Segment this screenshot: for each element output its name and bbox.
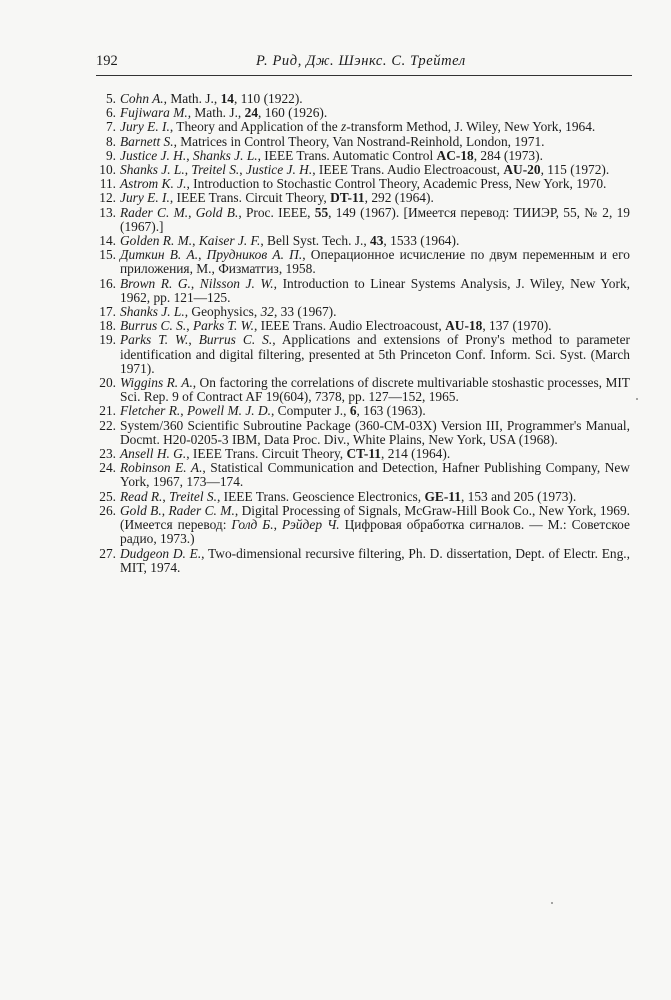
reference-item bbox=[96, 206, 630, 234]
reference-item bbox=[96, 149, 630, 163]
reference-author: Shanks J. L. bbox=[192, 147, 258, 163]
reference-volume: 6 bbox=[349, 403, 357, 419]
reference-item bbox=[96, 404, 630, 418]
reference-item bbox=[96, 419, 630, 447]
reference-text: , 163 (1963). bbox=[356, 403, 426, 419]
reference-volume: 55 bbox=[314, 204, 329, 220]
reference-author: Treitel S. bbox=[191, 162, 240, 178]
reference-text: , bbox=[186, 318, 193, 334]
reference-author: Nilsson J. W. bbox=[199, 275, 274, 291]
reference-number: 19. bbox=[99, 332, 116, 348]
reference-item bbox=[96, 490, 630, 504]
reference-number: 26. bbox=[99, 502, 116, 518]
reference-number: 27. bbox=[99, 545, 116, 561]
reference-item bbox=[96, 135, 630, 149]
reference-author: Rader C. M. bbox=[120, 204, 189, 220]
reference-list bbox=[96, 92, 630, 575]
reference-text: , IEEE Trans. Circuit Theory, bbox=[186, 446, 347, 462]
reference-item bbox=[96, 277, 630, 305]
scan-speck bbox=[636, 398, 638, 400]
reference-author: z bbox=[341, 119, 347, 135]
reference-author: Robinson E. A. bbox=[120, 460, 203, 476]
page-number: 192 bbox=[96, 53, 118, 69]
reference-text: , bbox=[239, 162, 246, 178]
reference-text: , 160 (1926). bbox=[258, 105, 328, 121]
reference-number: 14. bbox=[99, 233, 116, 249]
reference-text: , Computer J., bbox=[270, 403, 350, 419]
reference-text: , 115 (1972). bbox=[540, 162, 610, 178]
reference-text: System/360 Scientific Subroutine Package (360-CM-03X) Version III, Programmer's Manual, Docmt. H20-0205-3 IBM, Data Proc. Div., White Plains, New York, USA (1968). bbox=[120, 417, 630, 447]
running-title: Р. Рид, Дж. Шэнкс. С. Трейтел bbox=[256, 53, 466, 69]
header-rule bbox=[96, 75, 632, 76]
reference-author: Golden R. M. bbox=[120, 233, 193, 249]
reference-text: , 149 (1967). [Имеется перевод: ТИИЭР, 55, № 2, 19 (1967).] bbox=[120, 204, 630, 234]
reference-text: , IEEE Trans. Automatic Control bbox=[257, 147, 437, 163]
reference-author: Диткин В. А. bbox=[120, 247, 199, 263]
reference-text: , 292 (1964). bbox=[364, 190, 434, 206]
reference-text: , IEEE Trans. Audio Electroacoust, bbox=[253, 318, 446, 334]
scan-speck bbox=[551, 902, 553, 904]
reference-number: 18. bbox=[99, 318, 116, 334]
reference-text: , Applications and extensions of Prony's method to parameter identification and digital filtering, presented at 5th Princeton Conf. Inform. Sci. Syst. (March 1971). bbox=[120, 332, 631, 376]
reference-volume: 14 bbox=[220, 91, 234, 106]
reference-number: 20. bbox=[99, 375, 116, 391]
reference-item bbox=[96, 305, 630, 319]
reference-author: Jury E. I. bbox=[120, 190, 170, 206]
reference-author: Shanks J. L. bbox=[120, 162, 185, 178]
reference-author: Shanks J. L. bbox=[120, 304, 185, 320]
reference-text: , IEEE Trans. Audio Electroacoust, bbox=[312, 162, 504, 178]
reference-number: 5. bbox=[105, 91, 116, 106]
reference-item bbox=[96, 191, 630, 205]
reference-text: , bbox=[161, 502, 169, 518]
reference-number: 9. bbox=[105, 147, 116, 163]
reference-text: , IEEE Trans. Geoscience Electronics, bbox=[216, 488, 425, 504]
reference-text: , Math. J., bbox=[187, 105, 245, 121]
reference-number: 24. bbox=[99, 460, 116, 476]
reference-text: , bbox=[188, 204, 196, 220]
reference-text: , Math. J., bbox=[163, 91, 221, 106]
reference-author: Burrus C. S. bbox=[198, 332, 273, 348]
reference-text: , Introduction to Stochastic Control Theory, Academic Press, New York, 1970. bbox=[186, 176, 607, 192]
reference-volume: GE-11 bbox=[424, 488, 461, 504]
reference-text: -transform Method, J. Wiley, New York, 1964. bbox=[346, 119, 596, 135]
reference-text: , Two-dimensional recursive filtering, Ph. D. dissertation, Dept. of Electr. Eng., MIT, 1974. bbox=[120, 545, 630, 575]
reference-volume: CT-11 bbox=[346, 446, 381, 462]
reference-item bbox=[96, 120, 630, 134]
reference-text: , bbox=[186, 147, 193, 163]
reference-text: , bbox=[188, 332, 199, 348]
reference-volume: 43 bbox=[370, 233, 384, 249]
reference-item bbox=[96, 92, 630, 106]
reference-text: , bbox=[273, 517, 282, 533]
reference-text: , Statistical Communication and Detection, Hafner Publishing Company, New York, 1967, 173—174. bbox=[120, 460, 630, 490]
reference-item bbox=[96, 177, 630, 191]
reference-author: Parks T. W. bbox=[192, 318, 254, 334]
reference-number: 17. bbox=[99, 304, 116, 320]
reference-number: 12. bbox=[99, 190, 116, 206]
reference-volume: AC-18 bbox=[436, 147, 474, 163]
reference-item bbox=[96, 333, 630, 376]
reference-author: Parks T. W. bbox=[120, 332, 189, 348]
reference-volume: 24 bbox=[244, 105, 259, 121]
reference-text: , Операционное исчисление по двум переменным и его приложения, М., Физматгиз, 1958. bbox=[120, 247, 630, 277]
reference-item bbox=[96, 234, 630, 248]
reference-number: 15. bbox=[99, 247, 116, 263]
reference-author: Fletcher R. bbox=[120, 403, 181, 419]
reference-author: 32 bbox=[260, 304, 274, 320]
reference-author: Gold B. bbox=[195, 204, 239, 220]
reference-volume: AU-18 bbox=[445, 318, 483, 334]
reference-text: , 284 (1973). bbox=[473, 147, 543, 163]
reference-item bbox=[96, 319, 630, 333]
reference-author: Burrus C. S. bbox=[120, 318, 187, 334]
reference-number: 22. bbox=[99, 417, 116, 433]
reference-text: , bbox=[190, 275, 200, 291]
reference-volume: AU-20 bbox=[503, 162, 541, 178]
reference-item bbox=[96, 461, 630, 489]
reference-item bbox=[96, 447, 630, 461]
reference-item bbox=[96, 376, 630, 404]
reference-author: Powell M. J. D. bbox=[186, 403, 271, 419]
reference-author: Dudgeon D. E. bbox=[120, 545, 202, 561]
reference-author: Justice J. H. bbox=[246, 162, 313, 178]
reference-text: , 33 (1967). bbox=[273, 304, 337, 320]
reference-number: 13. bbox=[99, 204, 116, 220]
reference-author: Brown R. G. bbox=[120, 275, 191, 291]
reference-author: Rader C. M. bbox=[168, 502, 235, 518]
reference-text: , bbox=[180, 403, 187, 419]
reference-author: Read R. bbox=[120, 488, 163, 504]
reference-author: Gold B. bbox=[120, 502, 162, 518]
reference-author: Wiggins R. A. bbox=[120, 375, 193, 391]
reference-item bbox=[96, 248, 630, 276]
reference-text: , Introduction to Linear Systems Analysis, J. Wiley, New York, 1962, pp. 121—125. bbox=[120, 275, 630, 305]
reference-text: , 110 (1922). bbox=[233, 91, 303, 106]
reference-author: Kaiser J. F. bbox=[198, 233, 261, 249]
reference-author: Ansell H. G. bbox=[120, 446, 187, 462]
reference-text: , Matrices in Control Theory, Van Nostrand-Reinhold, London, 1971. bbox=[173, 133, 545, 149]
reference-item bbox=[96, 163, 630, 177]
reference-text: , 1533 (1964). bbox=[383, 233, 460, 249]
reference-text: , bbox=[184, 162, 192, 178]
reference-text: , 137 (1970). bbox=[482, 318, 552, 334]
reference-text: , Geophysics, bbox=[184, 304, 261, 320]
reference-text: , On factoring the correlations of discrete multivariable stoshastic processes, MIT Sci. Rep. 9 of Contract AF 19(604), 7378, pp. 127—152, 1965. bbox=[120, 375, 630, 405]
reference-number: 6. bbox=[105, 105, 116, 121]
reference-text: , bbox=[198, 247, 207, 263]
reference-number: 11. bbox=[99, 176, 116, 192]
reference-number: 7. bbox=[105, 119, 116, 135]
reference-author: Barnett S. bbox=[120, 133, 174, 149]
reference-text: , bbox=[192, 233, 199, 249]
reference-number: 21. bbox=[99, 403, 116, 419]
reference-number: 23. bbox=[99, 446, 116, 462]
reference-text: , 214 (1964). bbox=[381, 446, 451, 462]
reference-author: Cohn A. bbox=[120, 91, 164, 106]
reference-text: , bbox=[162, 488, 170, 504]
reference-text: , Proc. IEEE, bbox=[238, 204, 315, 220]
reference-author: Treitel S. bbox=[169, 488, 217, 504]
reference-volume: DT-11 bbox=[330, 190, 365, 206]
reference-number: 8. bbox=[105, 133, 116, 149]
reference-author: Astrom K. J. bbox=[120, 176, 187, 192]
reference-author: Fujiwara M. bbox=[120, 105, 188, 121]
reference-author: Голд Б. bbox=[231, 517, 274, 533]
reference-item bbox=[96, 504, 630, 547]
reference-author: Jury E. I. bbox=[120, 119, 170, 135]
reference-text: , Digital Processing of Signals, McGraw-Hill Book Co., New York, 1969. (Имеется перевод: bbox=[120, 502, 631, 533]
reference-number: 25. bbox=[99, 488, 116, 504]
reference-text: , 153 and 205 (1973). bbox=[460, 488, 577, 504]
reference-author: Рэйдер Ч. bbox=[281, 517, 340, 533]
reference-number: 10. bbox=[99, 162, 116, 178]
reference-item bbox=[96, 106, 630, 120]
reference-text: Цифровая обработка сигналов. — М.: Советское радио, 1973.) bbox=[120, 517, 630, 547]
reference-text: , Bell Syst. Tech. J., bbox=[260, 233, 371, 249]
reference-text: , Theory and Application of the bbox=[169, 119, 342, 135]
reference-number: 16. bbox=[99, 275, 116, 291]
reference-author: Прудников А. П. bbox=[206, 247, 303, 263]
reference-item bbox=[96, 547, 630, 575]
reference-text: , IEEE Trans. Circuit Theory, bbox=[169, 190, 331, 206]
reference-author: Justice J. H. bbox=[120, 147, 187, 163]
